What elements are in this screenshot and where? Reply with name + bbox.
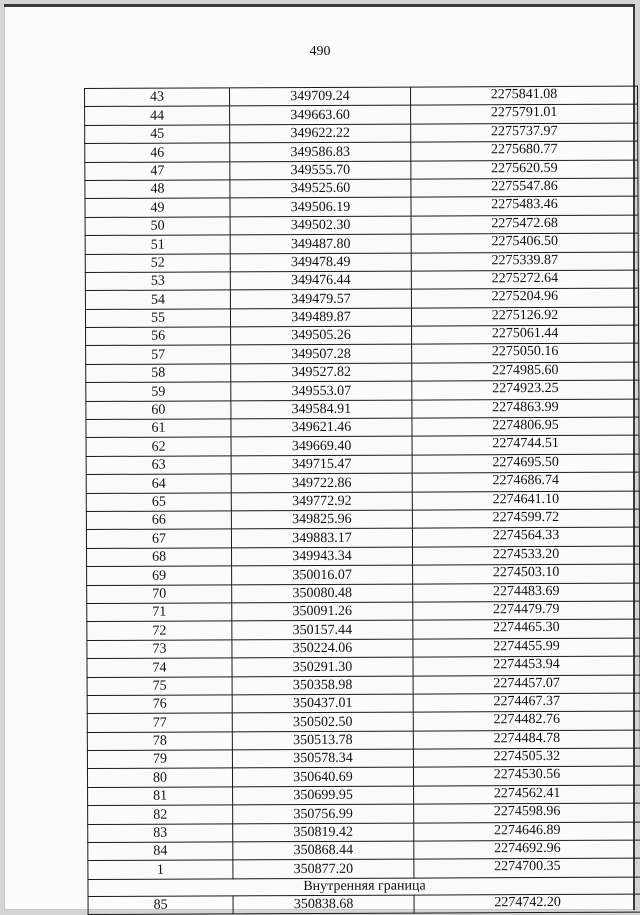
table-row — [87, 564, 640, 585]
point-number: 52 — [85, 253, 230, 272]
coord-y: 2275406.50 — [411, 233, 638, 252]
coord-x: 350838.68 — [233, 895, 414, 914]
section-title: Внутренняя граница — [88, 877, 640, 896]
coord-y: 2275061.44 — [412, 325, 639, 344]
table-row — [87, 711, 640, 732]
table-row — [88, 840, 640, 861]
coord-y: 2274599.72 — [412, 509, 639, 528]
point-number: 54 — [85, 290, 230, 309]
coord-y: 2274646.89 — [414, 822, 640, 841]
point-number: 43 — [85, 88, 230, 107]
coord-y: 2274465.30 — [413, 619, 640, 638]
coord-x: 349553.07 — [231, 381, 412, 400]
coordinates-table — [84, 86, 640, 915]
coord-y: 2274564.33 — [412, 527, 639, 546]
coord-x: 349506.19 — [230, 197, 411, 216]
coord-y: 2274457.07 — [413, 675, 640, 694]
point-number: 50 — [85, 217, 230, 236]
table-row — [85, 141, 638, 162]
point-number: 48 — [85, 180, 230, 199]
table-row — [87, 675, 640, 696]
coord-y: 2274483.69 — [413, 583, 640, 602]
point-number: 69 — [87, 566, 232, 585]
table-row — [86, 491, 639, 512]
coord-x: 350877.20 — [233, 859, 414, 878]
coord-y: 2274503.10 — [413, 564, 640, 583]
coord-x: 350578.34 — [232, 749, 413, 768]
table-row — [85, 270, 638, 291]
point-number: 61 — [86, 419, 231, 438]
coord-y: 2274530.56 — [413, 767, 640, 786]
point-number: 82 — [88, 805, 233, 824]
table-row — [85, 233, 638, 254]
coord-x: 349525.60 — [230, 179, 411, 198]
coord-y: 2275841.08 — [410, 86, 637, 105]
coord-x: 350080.48 — [232, 584, 413, 603]
point-number: 44 — [85, 106, 230, 125]
point-number: 75 — [87, 676, 232, 695]
coord-x: 349507.28 — [231, 345, 412, 364]
table-row — [87, 748, 640, 769]
coord-x: 350868.44 — [233, 841, 414, 860]
table-row — [87, 583, 640, 604]
point-number: 51 — [85, 235, 230, 254]
point-number: 49 — [85, 198, 230, 217]
point-number: 53 — [85, 272, 230, 291]
table-row — [88, 858, 640, 879]
coord-y: 2274598.96 — [414, 803, 640, 822]
page-number: 490 — [309, 44, 331, 59]
table-row — [87, 730, 640, 751]
table-row — [88, 822, 640, 843]
coord-x: 350091.26 — [232, 602, 413, 621]
table-row — [87, 619, 640, 640]
coord-x: 350640.69 — [232, 768, 413, 787]
table-row — [88, 803, 640, 824]
coord-x: 350291.30 — [232, 657, 413, 676]
point-number: 84 — [88, 842, 233, 861]
coord-y: 2274484.78 — [413, 730, 640, 749]
point-number: 55 — [85, 309, 230, 328]
point-number: 81 — [88, 787, 233, 806]
coord-y: 2274455.99 — [413, 638, 640, 657]
coord-x: 350358.98 — [232, 676, 413, 695]
table-row — [85, 215, 638, 236]
coord-x: 350502.50 — [232, 712, 413, 731]
coord-x: 349584.91 — [231, 400, 412, 419]
coord-y: 2274923.25 — [412, 380, 639, 399]
table-row — [85, 252, 638, 273]
coord-y: 2274453.94 — [413, 656, 640, 675]
scan-edge-top — [4, 4, 634, 7]
coord-y: 2274482.76 — [413, 711, 640, 730]
table-row — [85, 288, 638, 309]
table-row — [87, 601, 640, 622]
table-row — [86, 399, 639, 420]
point-number: 46 — [85, 143, 230, 162]
table-row — [85, 86, 638, 107]
coord-x: 350756.99 — [233, 804, 414, 823]
coord-x: 350224.06 — [232, 639, 413, 658]
coord-y: 2275547.86 — [411, 178, 638, 197]
coordinates-table-body — [85, 86, 640, 879]
table-row — [86, 436, 639, 457]
table-row — [85, 196, 638, 217]
table-row — [86, 527, 639, 548]
coord-x: 349489.87 — [230, 308, 411, 327]
coord-x: 350819.42 — [233, 823, 414, 842]
coord-x: 349505.26 — [231, 326, 412, 345]
table-row — [85, 178, 638, 199]
coord-y: 2274505.32 — [413, 748, 640, 767]
table-row — [87, 546, 640, 567]
coord-y: 2274700.35 — [414, 858, 640, 877]
point-number: 80 — [87, 768, 232, 787]
table-row — [86, 362, 639, 383]
coord-x: 350437.01 — [232, 694, 413, 713]
coord-y: 2274562.41 — [414, 785, 640, 804]
coord-y: 2274692.96 — [414, 840, 640, 859]
point-number: 1 — [88, 860, 233, 879]
point-number: 67 — [86, 529, 231, 548]
coord-y: 2274985.60 — [412, 362, 639, 381]
table-row — [85, 104, 638, 125]
table-row — [87, 693, 640, 714]
coord-x: 349478.49 — [230, 253, 411, 272]
coord-x: 349621.46 — [231, 418, 412, 437]
coord-x: 349943.34 — [232, 547, 413, 566]
point-number: 45 — [85, 125, 230, 144]
coord-y: 2275483.46 — [411, 196, 638, 215]
coord-y: 2275680.77 — [411, 141, 638, 160]
point-number: 85 — [88, 896, 233, 915]
coord-x: 349586.83 — [230, 142, 411, 161]
point-number: 63 — [86, 456, 231, 475]
coord-y: 2275791.01 — [411, 104, 638, 123]
point-number: 77 — [87, 713, 232, 732]
table-row — [86, 509, 639, 530]
coord-y: 2274467.37 — [413, 693, 640, 712]
point-number: 59 — [86, 382, 231, 401]
coord-x: 350016.07 — [232, 565, 413, 584]
point-number: 58 — [86, 364, 231, 383]
coord-x: 350157.44 — [232, 620, 413, 639]
coord-x: 350699.95 — [233, 786, 414, 805]
coord-x: 349669.40 — [231, 436, 412, 455]
coord-x: 350513.78 — [232, 731, 413, 750]
point-number: 62 — [86, 437, 231, 456]
point-number: 64 — [86, 474, 231, 493]
table-row — [87, 638, 640, 659]
coord-x: 349502.30 — [230, 216, 411, 235]
point-number: 76 — [87, 695, 232, 714]
coord-y: 2274686.74 — [412, 472, 639, 491]
coord-y: 2275204.96 — [411, 288, 638, 307]
coord-x: 349715.47 — [231, 455, 412, 474]
point-number: 73 — [87, 640, 232, 659]
point-number: 56 — [86, 327, 231, 346]
coord-x: 349479.57 — [230, 289, 411, 308]
coord-y: 2275339.87 — [411, 252, 638, 271]
coord-x: 349487.80 — [230, 234, 411, 253]
point-number: 70 — [87, 584, 232, 603]
point-number: 68 — [87, 548, 232, 567]
point-number: 72 — [87, 621, 232, 640]
table-row — [87, 767, 640, 788]
coord-x: 349622.22 — [230, 124, 411, 143]
coord-x: 349825.96 — [231, 510, 412, 529]
table-row — [86, 417, 639, 438]
coord-y: 2274479.79 — [413, 601, 640, 620]
coord-y: 2274806.95 — [412, 417, 639, 436]
table-row — [88, 785, 640, 806]
point-number: 65 — [86, 492, 231, 511]
table-row — [86, 380, 639, 401]
point-number: 57 — [86, 345, 231, 364]
table-row — [85, 307, 638, 328]
coord-x: 349555.70 — [230, 161, 411, 180]
table-row — [86, 472, 639, 493]
coord-y: 2275272.64 — [411, 270, 638, 289]
coord-y: 2274533.20 — [413, 546, 640, 565]
point-number: 83 — [88, 823, 233, 842]
table-row — [87, 656, 640, 677]
coord-x: 349709.24 — [230, 87, 411, 106]
table-row — [86, 325, 639, 346]
point-number: 47 — [85, 161, 230, 180]
point-number: 66 — [86, 511, 231, 530]
point-number: 78 — [87, 732, 232, 751]
coord-y: 2274641.10 — [412, 491, 639, 510]
coord-x: 349476.44 — [230, 271, 411, 290]
table-row — [85, 123, 638, 144]
coord-y: 2275472.68 — [411, 215, 638, 234]
point-number: 74 — [87, 658, 232, 677]
coord-x: 349772.92 — [231, 492, 412, 511]
coord-x: 349663.60 — [230, 105, 411, 124]
point-number: 60 — [86, 401, 231, 420]
point-number: 71 — [87, 603, 232, 622]
table-row — [88, 894, 640, 914]
coord-x: 349883.17 — [231, 528, 412, 547]
coord-y: 2274863.99 — [412, 399, 639, 418]
coord-x: 349527.82 — [231, 363, 412, 382]
coord-y: 2274742.20 — [414, 894, 640, 913]
point-number: 79 — [87, 750, 232, 769]
coord-x: 349722.86 — [231, 473, 412, 492]
table-row — [86, 344, 639, 365]
table-row — [86, 454, 639, 475]
coord-y: 2275126.92 — [411, 307, 638, 326]
coord-y: 2274695.50 — [412, 454, 639, 473]
coord-y: 2275050.16 — [412, 344, 639, 363]
coord-y: 2275737.97 — [411, 123, 638, 142]
coord-y: 2275620.59 — [411, 160, 638, 179]
table-row — [85, 160, 638, 181]
coord-y: 2274744.51 — [412, 436, 639, 455]
